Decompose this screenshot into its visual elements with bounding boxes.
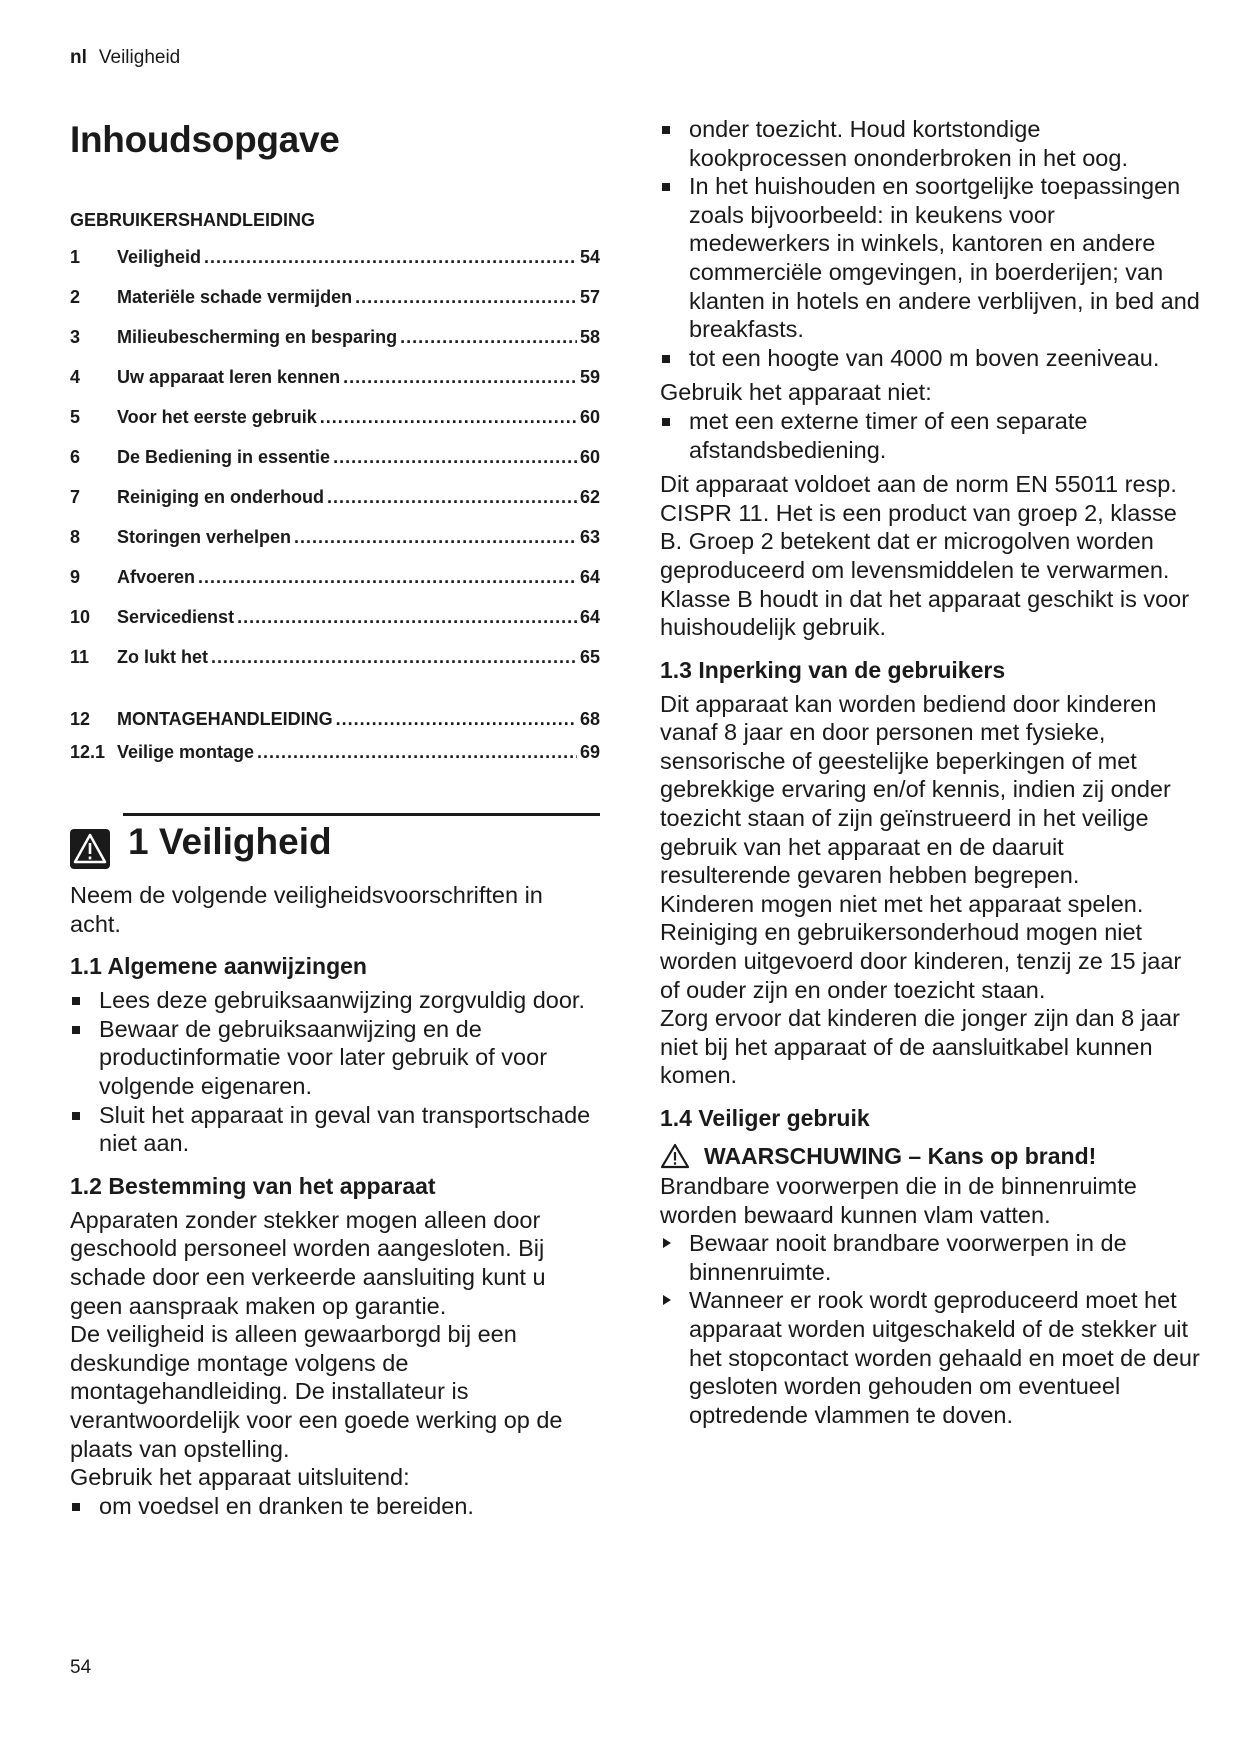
- list-item: [660, 407, 1200, 464]
- list-item-text: Wanneer er rook wordt geproduceerd moet het apparaat worden uitgeschakeld of de stekker uit het stopcontact worden gehaald en moet de deur gesloten worden gehouden om eventueel optredende vlammen te doven.: [689, 1287, 1200, 1428]
- toc-gap: [70, 687, 600, 709]
- toc-leader: [336, 709, 577, 730]
- toc-label: Uw apparaat leren kennen: [117, 367, 341, 387]
- step-arrow-icon: [663, 1238, 671, 1248]
- intro-text: Neem de volgende veiligheidsvoorschriften in acht.: [70, 882, 543, 937]
- paragraph: Reiniging en gebruikersonderhoud mogen niet worden uitgevoerd door kinderen, tenzij ze 15 jaar of ouder zijn en onder toezicht staan.: [660, 919, 1182, 1003]
- warning-text: WAARSCHUWING – Kans op brand!: [704, 1143, 1097, 1169]
- list-item: [660, 115, 1200, 172]
- toc-num: 7: [70, 487, 81, 507]
- toc-page: 64: [579, 567, 600, 587]
- bullet-square-icon: [72, 997, 80, 1005]
- bullet-square-icon: [662, 355, 670, 363]
- toc-entry[interactable]: [70, 742, 600, 775]
- warning-triangle-icon: [660, 1143, 690, 1169]
- list-item: [660, 1286, 1200, 1429]
- toc-entry[interactable]: [70, 487, 600, 527]
- list-item-text: met een externe timer of een separate afstandsbediening.: [689, 407, 1088, 463]
- subsection-heading: 1.3 Inperking van de gebruikers: [660, 656, 1006, 683]
- toc-entry[interactable]: [70, 567, 600, 607]
- list-item: [660, 344, 1200, 373]
- paragraph: Dit apparaat kan worden bediend door kinderen vanaf 8 jaar en door personen met fysieke, sensorische of geestelijke beperkingen of met gebrekkige ervaring en/of kennis, indien zij onder toezicht staan of zijn geïnstrueerd in het veilige gebruik van het apparaat en de daaruit resulterende gevaren hebben begrepen.: [660, 690, 1171, 889]
- toc-entry[interactable]: [70, 607, 600, 647]
- toc-num: 2: [70, 287, 81, 307]
- toc-num: 3: [70, 327, 81, 347]
- toc-label: Milieubescherming en besparing: [117, 327, 398, 347]
- toc-leader: [400, 327, 577, 348]
- toc-entry[interactable]: [70, 647, 600, 687]
- toc-page: 60: [579, 407, 600, 427]
- list-item: [70, 986, 600, 1015]
- section-rule: [123, 813, 600, 816]
- toc-page: 60: [579, 447, 600, 467]
- toc-num: 12.1: [70, 742, 106, 762]
- toc-subheading: GEBRUIKERSHANDLEIDING: [70, 210, 316, 230]
- warning-heading: [660, 1142, 1200, 1170]
- bullet-list: [70, 1492, 600, 1521]
- right-column: [660, 115, 1200, 1429]
- toc-num: 9: [70, 567, 81, 587]
- list-item-text: In het huishouden en soortgelijke toepassingen zoals bijvoorbeeld: in keukens voor medewerkers in winkels, kantoren en andere commerciële omgevingen, in boerderijen; van klanten in hotels en andere verblijven, in bed and breakfasts.: [689, 173, 1200, 343]
- toc-leader: [204, 247, 577, 268]
- toc-page: 68: [579, 709, 600, 729]
- header-section: Veiligheid: [98, 47, 181, 68]
- table-of-contents: [70, 247, 600, 775]
- left-column: [70, 115, 600, 1520]
- toc-num: 12: [70, 709, 91, 729]
- toc-leader: [343, 367, 577, 388]
- list-item-text: tot een hoogte van 4000 m boven zeeniveau.: [689, 344, 1160, 371]
- list-item-text: om voedsel en dranken te bereiden.: [99, 1492, 474, 1519]
- toc-num: 1: [70, 247, 81, 267]
- toc-num: 10: [70, 607, 91, 627]
- toc-page: 58: [579, 327, 600, 347]
- bullet-list: [660, 115, 1200, 372]
- subsection-heading: 1.1 Algemene aanwijzingen: [70, 953, 367, 980]
- paragraph: Kinderen mogen niet met het apparaat spelen.: [660, 890, 1144, 917]
- toc-entry[interactable]: [70, 709, 600, 742]
- paragraph: De veiligheid is alleen gewaarborgd bij een deskundige montage volgens de montagehandleiding. De installateur is verantwoordelijk voor een goede werking op de plaats van opstelling.: [70, 1321, 563, 1462]
- toc-entry[interactable]: [70, 327, 600, 367]
- toc-entry[interactable]: [70, 247, 600, 287]
- list-item: [660, 172, 1200, 344]
- subsection-heading: 1.2 Bestemming van het apparaat: [70, 1172, 436, 1199]
- toc-leader: [327, 487, 577, 508]
- list-item: [70, 1015, 600, 1101]
- step-list: [660, 1229, 1200, 1429]
- bullet-square-icon: [662, 183, 670, 191]
- toc-entry[interactable]: [70, 367, 600, 407]
- step-arrow-icon: [663, 1295, 671, 1305]
- toc-label: Zo lukt het: [117, 647, 208, 667]
- toc-label: MONTAGEHANDLEIDING: [117, 709, 333, 729]
- toc-leader: [211, 647, 577, 668]
- toc-label: Veiligheid: [117, 247, 202, 267]
- bullet-square-icon: [662, 126, 670, 134]
- toc-leader: [198, 567, 577, 588]
- paragraph: Zorg ervoor dat kinderen die jonger zijn dan 8 jaar niet bij het apparaat of de aansluitkabel kunnen komen.: [660, 1005, 1180, 1089]
- toc-num: 8: [70, 527, 81, 547]
- bullet-list: [660, 407, 1200, 464]
- toc-label: Voor het eerste gebruik: [117, 407, 317, 427]
- toc-leader: [333, 447, 577, 468]
- list-item: [70, 1492, 600, 1521]
- toc-num: 5: [70, 407, 81, 427]
- toc-page: 59: [579, 367, 600, 387]
- toc-title: Inhoudsopgave: [70, 119, 340, 160]
- toc-label: Afvoeren: [117, 567, 196, 587]
- toc-page: 64: [579, 607, 600, 627]
- toc-page: 54: [579, 247, 600, 267]
- toc-label: Veilige montage: [117, 742, 255, 762]
- toc-entry[interactable]: [70, 447, 600, 487]
- bullet-square-icon: [72, 1026, 80, 1034]
- toc-num: 4: [70, 367, 81, 387]
- toc-leader: [355, 287, 577, 308]
- list-item-text: Lees deze gebruiksaanwijzing zorgvuldig door.: [99, 987, 585, 1014]
- toc-label: Storingen verhelpen: [117, 527, 292, 547]
- toc-page: 65: [579, 647, 600, 667]
- toc-page: 62: [579, 487, 600, 507]
- toc-label: Reiniging en onderhoud: [117, 487, 324, 507]
- list-item: [70, 1101, 600, 1158]
- toc-leader: [237, 607, 577, 628]
- section-heading: [70, 813, 600, 873]
- toc-entry[interactable]: [70, 407, 600, 447]
- toc-leader: [320, 407, 577, 428]
- paragraph: Brandbare voorwerpen die in de binnenruimte worden bewaard kunnen vlam vatten.: [660, 1173, 1137, 1228]
- toc-page: 69: [579, 742, 600, 762]
- running-header: [70, 47, 180, 69]
- bullet-square-icon: [72, 1503, 80, 1511]
- subsection-heading: 1.4 Veiliger gebruik: [660, 1105, 870, 1131]
- bullet-list: [70, 986, 600, 1158]
- toc-num: 6: [70, 447, 81, 467]
- paragraph: Apparaten zonder stekker mogen alleen door geschoold personeel worden aangesloten. Bij schade door een verkeerde aansluiting kunt u geen aanspraak maken op garantie.: [70, 1206, 546, 1319]
- page-number: 54: [70, 1657, 92, 1678]
- toc-label: Materiële schade vermijden: [117, 287, 353, 307]
- list-item-text: Bewaar de gebruiksaanwijzing en de productinformatie voor later gebruik of voor volgende eigenaren.: [99, 1015, 548, 1099]
- list-item-text: onder toezicht. Houd kortstondige kookprocessen ononderbroken in het oog.: [689, 116, 1128, 171]
- toc-entry[interactable]: [70, 287, 600, 327]
- toc-page: 63: [579, 527, 600, 547]
- bullet-square-icon: [72, 1112, 80, 1120]
- bullet-square-icon: [662, 418, 670, 426]
- list-item-text: Sluit het apparaat in geval van transportschade niet aan.: [99, 1101, 591, 1157]
- toc-label: Servicedienst: [117, 607, 235, 627]
- section-title: 1 Veiligheid: [128, 821, 332, 862]
- toc-page: 57: [579, 287, 600, 307]
- toc-leader: [294, 527, 577, 548]
- paragraph: Gebruik het apparaat niet:: [660, 379, 932, 406]
- list-item-text: Bewaar nooit brandbare voorwerpen in de binnenruimte.: [689, 1230, 1127, 1285]
- toc-label: De Bediening in essentie: [117, 447, 331, 467]
- language-code: nl: [70, 47, 87, 68]
- toc-leader: [257, 742, 577, 763]
- toc-entry[interactable]: [70, 527, 600, 567]
- paragraph: Dit apparaat voldoet aan de norm EN 55011 resp. CISPR 11. Het is een product van groep 2, klasse B. Groep 2 betekent dat er microgolven worden geproduceerd om levensmiddelen te verwarmen. Klasse B houdt in dat het apparaat geschikt is voor huishoudelijk gebruik.: [660, 471, 1190, 641]
- toc-num: 11: [70, 647, 90, 667]
- paragraph: Gebruik het apparaat uitsluitend:: [70, 1464, 410, 1491]
- warning-icon: [70, 829, 110, 869]
- list-item: [660, 1229, 1200, 1286]
